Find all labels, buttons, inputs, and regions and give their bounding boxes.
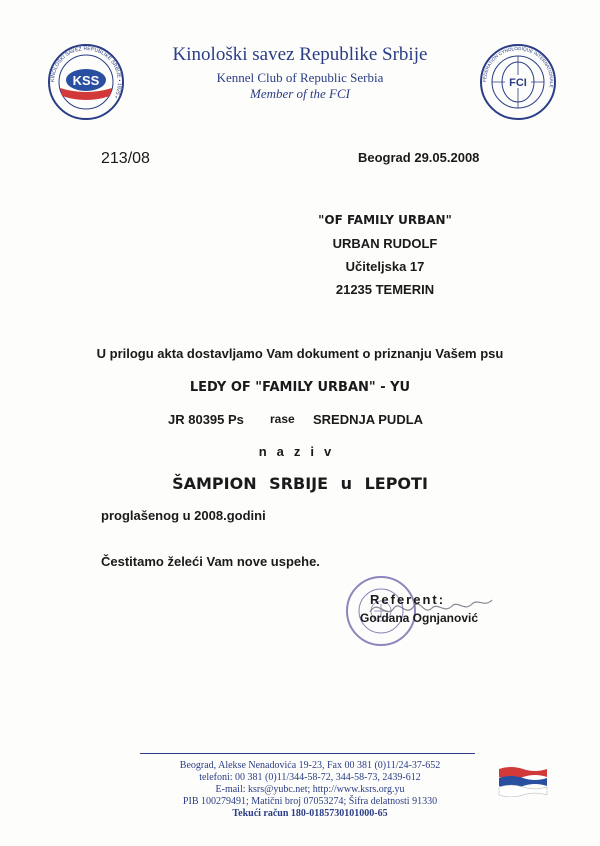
fci-logo-text: FCI <box>509 77 527 89</box>
letter-date: Beograd 29.05.2008 <box>358 150 480 165</box>
footer-phones: telefoni: 00 381 (0)11/344-58-72, 344-58-73, 2439-612 <box>199 772 421 783</box>
naziv-label: naziv <box>258 444 342 459</box>
signatory-label: Referent: <box>370 592 446 607</box>
breed-name: SREDNJA PUDLA <box>313 412 424 427</box>
fci-logo-ring: FEDERATION CYNOLOGIQUE INTERNATIONALE <box>481 45 555 88</box>
fci-logo <box>478 42 558 122</box>
kss-logo-ring: KINOLOŠKI SAVEZ REPUBLIKE SRBIJE • 1925 • <box>49 45 123 99</box>
reference-number: 213/08 <box>101 150 150 167</box>
award-title: ŠAMPION SRBIJE u LEPOTI <box>172 474 428 493</box>
recipient-kennel: "OF FAMILY URBAN" <box>318 213 452 227</box>
org-membership: Member of the FCI <box>249 86 350 101</box>
recipient-street: Učiteljska 17 <box>345 259 425 274</box>
kss-logo <box>46 42 126 122</box>
registration-number: JR 80395 Ps <box>168 412 244 427</box>
org-title: Kinološki savez Republike Srbije <box>172 44 428 65</box>
recipient-city: 21235 TEMERIN <box>335 282 435 297</box>
footer-divider <box>140 753 475 754</box>
signatory-name: Gordana Ognjanović <box>360 611 479 625</box>
kss-logo-text: KSS <box>72 73 100 88</box>
footer-address: Beograd, Alekse Nenadovića 19-23, Fax 00 381 (0)11/24-37-652 <box>179 760 441 771</box>
flag-icon <box>497 765 549 797</box>
intro-text: U prilogu akta dostavljamo Vam dokument o priznanju Vašem psu <box>96 346 504 361</box>
congratulations-text: Čestitamo želeći Vam nove uspehe. <box>101 554 320 569</box>
recipient-name: URBAN RUDOLF <box>332 236 438 251</box>
breed-label: rase <box>270 412 295 426</box>
footer-contact: E-mail: ksrs@yubc.net; http://www.ksrs.org.yu <box>215 784 405 795</box>
footer-account: Tekući račun 180-0185730101000-65 <box>232 808 388 819</box>
org-subtitle: Kennel Club of Republic Serbia <box>216 70 384 85</box>
footer-registry: PIB 100279491; Matični broj 07053274; Šifra delatnosti 91330 <box>182 796 438 807</box>
proclaimed-text: proglašenog u 2008.godini <box>101 508 266 523</box>
dog-name: LEDY OF "FAMILY URBAN" - YU <box>189 380 411 395</box>
